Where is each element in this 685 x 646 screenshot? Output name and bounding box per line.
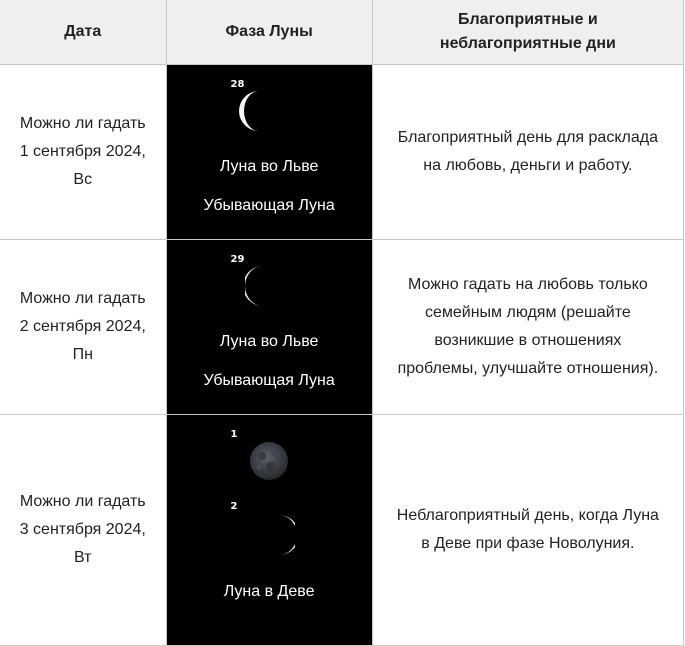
table-row: [0, 415, 684, 646]
description-cell: [372, 240, 683, 415]
weekday: Вт: [74, 549, 92, 566]
date-cell: [0, 415, 166, 646]
description-line: возникшие в отношениях: [434, 332, 622, 349]
moon-phase-cell: [166, 65, 372, 240]
moon-phase-cell: [166, 240, 372, 415]
date-question: Можно ли гадать: [19, 493, 146, 510]
waning-crescent-icon: [245, 264, 271, 308]
moon-sign: Луна во Льве: [219, 158, 319, 175]
waxing-crescent-icon: [275, 513, 295, 557]
date-value: 2 сентября 2024,: [19, 318, 146, 335]
header-date: Дата: [0, 0, 166, 65]
table-header-row: [0, 0, 684, 65]
description-line: Благоприятный день для расклада: [397, 129, 658, 146]
moon-phase-cell: [166, 415, 372, 646]
moon-sign: Луна во Льве: [219, 333, 319, 350]
date-cell: [0, 240, 166, 415]
description-line: в Деве при фазе Новолуния.: [421, 535, 635, 552]
moon-phase-label: Убывающая Луна: [203, 372, 335, 389]
weekday: Пн: [72, 346, 93, 363]
header-moon-phase: Фаза Луны: [166, 0, 372, 65]
description-cell: [372, 65, 683, 240]
description-line: семейным людям (решайте: [424, 304, 631, 321]
date-value: 3 сентября 2024,: [19, 521, 146, 538]
moon-day-number: 28: [230, 79, 245, 90]
date-value: 1 сентября 2024,: [19, 143, 146, 160]
waning-crescent-icon: [239, 89, 269, 133]
header-favorable-days-line2: неблагоприятные дни: [439, 35, 616, 52]
moon-day-number: 1: [230, 429, 238, 440]
moon-day-number: 29: [230, 254, 245, 265]
moon-day-number: 2: [230, 501, 238, 512]
new-moon-icon: [249, 441, 289, 481]
description-line: проблемы, улучшайте отношения).: [397, 360, 659, 377]
table-row: [0, 65, 684, 240]
date-cell: [0, 65, 166, 240]
table-row: [0, 240, 684, 415]
header-favorable-days-line1: Благоприятные и: [458, 11, 598, 28]
description-line: Неблагоприятный день, когда Луна: [396, 507, 659, 524]
description-line: Можно гадать на любовь только: [407, 276, 648, 293]
date-question: Можно ли гадать: [19, 290, 146, 307]
moon-sign: Луна в Деве: [223, 583, 315, 600]
description-line: на любовь, деньги и работу.: [423, 157, 633, 174]
date-question: Можно ли гадать: [19, 115, 146, 132]
moon-phase-label: Убывающая Луна: [203, 197, 335, 214]
header-favorable-days: [372, 0, 683, 65]
description-cell: [372, 415, 683, 646]
weekday: Вс: [73, 171, 93, 188]
